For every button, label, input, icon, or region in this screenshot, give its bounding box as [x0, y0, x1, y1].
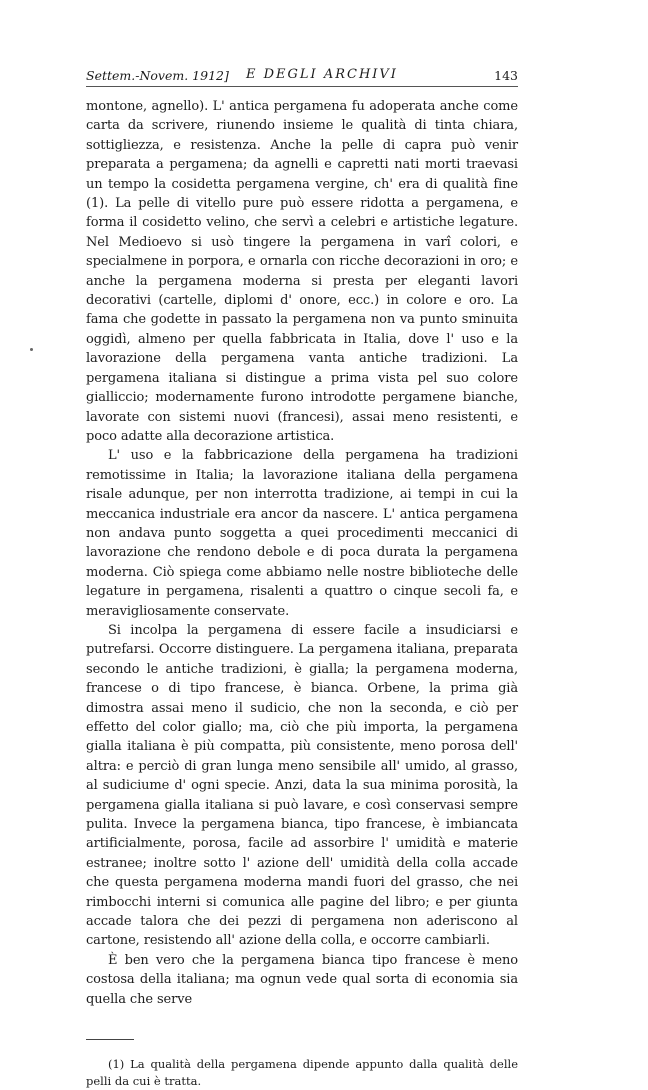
header-date: Settem.-Novem. 1912]: [86, 68, 229, 83]
footnote-divider: [86, 1039, 134, 1040]
paper-speck: [30, 348, 33, 351]
paragraph-3: Si incolpa la pergamena di essere facile a insudiciarsi e putrefarsi. Occorre distinguere. La pergamena italiana, preparata secondo le antiche tradizioni, è gialla; la pergamena moderna, francese o di tipo francese, è bianca. Orbene, la prima già dimostra assai meno il sudicio, che non la seconda, e ciò per effetto del color giallo; ma, ciò che più importa, la pergamena gialla italiana è più compatta, più consistente, meno porosa dell' altra: e perciò di gran lunga meno sensibile all' umido, al grasso, al sudiciume d' ogni specie. Anzi, data la sua minima porosità, la pergamena gialla italiana si può lavare, e così conservasi sempre pulita. Invece la pergamena bianca, tipo francese, è imbiancata artificialmente, porosa, facile ad assorbire l' umidità e materie estranee; inoltre sotto l' azione dell' umidità della colla accade che questa pergamena moderna mandi fuori del grasso, che nei rimbocchi interni si comunica alle pagine del libro; e per giunta accade talora che dei pezzi di pergamena non aderiscono al cartone, resistendo all' azione della colla, e occorre cambiarli.: [86, 622, 518, 949]
running-header: [86, 64, 518, 87]
book-page: [86, 64, 518, 1090]
header-title: E DEGLI ARCHIVI: [246, 67, 398, 82]
paragraph-4: È ben vero che la pergamena bianca tipo francese è meno costosa della italiana; ma ognun vede qual sorta di economia sia quella che serve: [86, 952, 518, 1007]
paragraph-1: montone, agnello). L' antica pergamena fu adoperata anche come carta da scrivere, riunendo insieme le qualità di tinta chiara, sottigliezza, e resistenza. Anche la pelle di capra può venir preparata a pergamena; da agnelli e capretti nati morti traevasi un tempo la cosidetta pergamena vergine, ch' era di qualità fine (1). La pelle di vitello pure può essere ridotta a pergamena, e forma il cosidetto velino, che servì a celebri e artistiche legature. Nel Medioevo si usò tingere la pergamena in varî colori, e specialmene in porpora, e ornarla con ricche decorazioni in oro; e anche la pergamena moderna si presta per eleganti lavori decorativi (cartelle, diplomi d' onore, ecc.) in colore e oro. La fama che godette in passato la pergamena non va punto sminuita oggidì, almeno per quella fabbricata in Italia, dove l' uso e la lavorazione della pergamena vanta antiche tradizioni. La pergamena italiana si distingue a prima vista pel suo colore gialliccio; modernamente furono introdotte pergamene bianche, lavorate con sistemi nuovi (francesi), assai meno resistenti, e poco adatte alla decorazione artistica.: [86, 99, 518, 444]
body-text: [86, 97, 518, 1009]
page-number: 143: [494, 68, 518, 83]
paragraph-2: L' uso e la fabbricazione della pergamena ha tradizioni remotissime in Italia; la lavorazione italiana della pergamena risale adunque, per non interrotta tradizione, ai tempi in cui la meccanica industriale era ancor da nascere. L' antica pergamena non andava punto soggetta a quei procedimenti meccanici di lavorazione che rendono debole e di poca durata la pergamena moderna. Ciò spiega come abbiamo nelle nostre biblioteche delle legature in pergamena, risalenti a quattro o cinque secoli fa, e meravigliosamente conservate.: [86, 448, 518, 619]
footnote: (1) La qualità della pergamena dipende appunto dalla qualità delle pelli da cui è tratta.: [86, 1057, 518, 1089]
